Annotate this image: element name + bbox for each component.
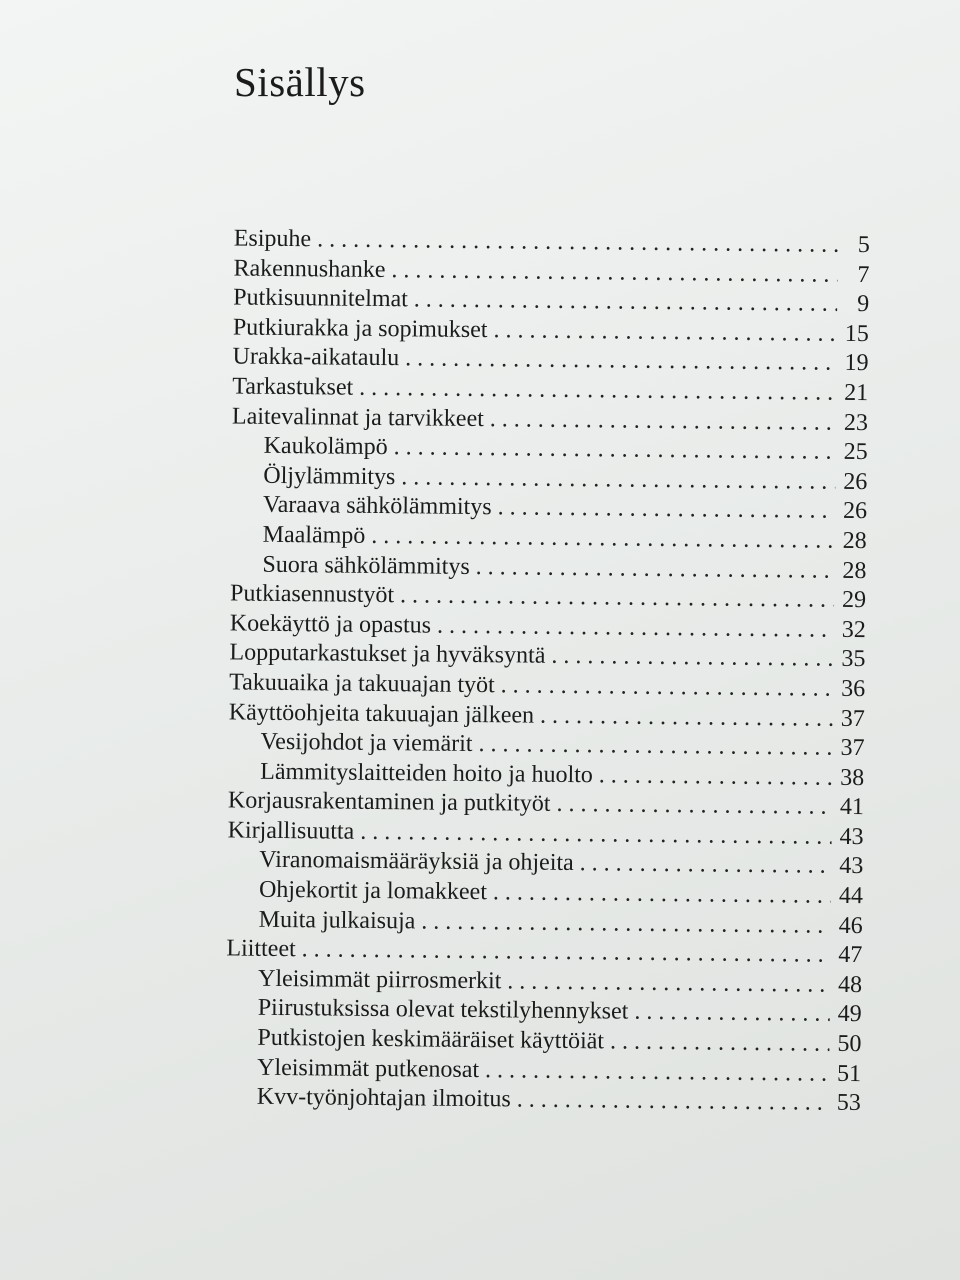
dot-leader: [497, 494, 835, 527]
toc-entry-label: Laitevalinnat ja tarvikkeet: [231, 403, 484, 432]
dot-leader: [476, 553, 835, 586]
dot-leader: [580, 850, 832, 882]
dot-leader: [371, 522, 835, 556]
dot-leader: [599, 761, 833, 793]
dot-leader: [478, 730, 832, 763]
toc-entry-label: Käyttöohjeita takuuajan jälkeen: [228, 698, 535, 729]
dot-leader: [551, 642, 833, 675]
dot-leader: [400, 581, 834, 615]
toc-entry-label: Korjausrakentaminen ja putkityöt: [227, 787, 551, 818]
page-title: Sisällys: [234, 59, 366, 105]
toc-entry-page-number: 47: [838, 942, 863, 969]
toc-entry-page-number: 36: [841, 675, 866, 702]
dot-leader: [493, 316, 837, 349]
dot-leader: [493, 878, 831, 911]
toc-entry-page-number: 48: [837, 971, 863, 998]
toc-entry-page-number: 23: [843, 409, 869, 436]
toc-entry-page-number: 50: [837, 1030, 862, 1058]
toc-entry-page-number: 46: [838, 912, 863, 939]
toc-entry-label: Putkiurakka ja sopimukset: [232, 314, 488, 343]
toc-entry-page-number: 32: [841, 616, 866, 643]
dot-leader: [634, 998, 830, 1030]
toc-entry-label: Yleisimmät piirrosmerkit: [257, 965, 502, 995]
toc-entry-label: Putkistojen keskimääräiset käyttöiät: [257, 1024, 605, 1055]
toc-entry-label: Lopputarkastukset ja hyväksyntä: [229, 639, 546, 670]
toc-entry-label: Putkisuunnitelmat: [233, 284, 409, 313]
toc-entry-page-number: 44: [838, 882, 864, 910]
toc-entry-label: Öljylämmitys: [263, 462, 396, 490]
dot-leader: [507, 967, 830, 1000]
dot-leader: [540, 701, 833, 734]
toc-entry-label: Putkiasennustyöt: [229, 580, 395, 609]
toc-entry-page-number: 41: [839, 794, 865, 821]
toc-entry-page-number: 7: [857, 261, 870, 288]
toc-entry-page-number: 43: [839, 853, 864, 880]
toc-entry-page-number: 43: [839, 823, 864, 850]
dot-leader: [391, 256, 837, 290]
toc-entry-label: Takuuaika ja takuuajan työt: [229, 669, 495, 699]
toc-entry-page-number: 5: [857, 231, 870, 259]
toc-entry-label: Kirjallisuutta: [227, 817, 355, 845]
table-of-contents: [0, 222, 960, 1120]
toc-entry-label: Urakka-aikataulu: [232, 343, 400, 372]
dot-leader: [517, 1086, 829, 1119]
toc-entry-page-number: 35: [841, 646, 866, 673]
toc-entry-page-number: 19: [844, 350, 869, 377]
toc-entry-label: Viranomaismääräyksiä ja ohjeita: [259, 847, 574, 877]
toc-entry-label: Muita julkaisuja: [258, 906, 416, 935]
toc-entry-label: Maalämpö: [262, 521, 366, 549]
dot-leader: [485, 1056, 829, 1089]
dot-leader: [501, 671, 834, 704]
toc-entry-page-number: 21: [844, 379, 869, 407]
dot-leader: [393, 433, 835, 467]
toc-entry-label: Esipuhe: [233, 225, 312, 253]
toc-entry-page-number: 26: [842, 498, 868, 525]
toc-entry-label: Ohjekortit ja lomakkeet: [258, 876, 488, 906]
toc-entry-page-number: 28: [842, 527, 867, 555]
toc-entry-page-number: 28: [842, 557, 867, 584]
toc-entry-label: Rakennushanke: [233, 255, 386, 283]
toc-entry-page-number: 15: [844, 320, 870, 347]
toc-entry-page-number: 29: [841, 586, 867, 614]
toc-entry-label: Kaukolämpö: [263, 432, 388, 461]
dot-leader: [414, 286, 838, 320]
toc-entry-page-number: 53: [836, 1090, 861, 1117]
toc-entry-label: Yleisimmät putkenosat: [257, 1054, 480, 1083]
dot-leader: [556, 790, 832, 822]
toc-entry-label: Liitteet: [226, 935, 296, 963]
toc-entry-label: Suora sähkölämmitys: [262, 551, 470, 580]
toc-entry-label: Koekäyttö ja opastus: [229, 610, 432, 639]
toc-entry-page-number: 37: [840, 734, 865, 762]
dot-leader: [401, 463, 835, 497]
toc-entry-label: Vesijohdot ja viemärit: [260, 728, 473, 758]
dot-leader: [490, 405, 836, 438]
toc-entry-page-number: 49: [837, 1001, 862, 1028]
toc-entry-page-number: 51: [836, 1060, 862, 1087]
toc-entry-page-number: 37: [840, 705, 865, 732]
dot-leader: [610, 1027, 830, 1059]
toc-entry-label: Kvv-työnjohtajan ilmoitus: [256, 1083, 511, 1113]
toc-entry-label: Varaava sähkölämmitys: [262, 492, 492, 521]
toc-entry-page-number: 26: [843, 468, 868, 495]
toc-entry-label: Lämmityslaitteiden hoito ja huolto: [260, 758, 594, 788]
toc-entry-page-number: 38: [840, 764, 865, 791]
toc-entry-label: Piirustuksissa olevat tekstilyhennykset: [257, 995, 629, 1026]
toc-entry-label: Tarkastukset: [232, 373, 354, 401]
toc-entry-page-number: 9: [857, 291, 870, 318]
toc-entry-page-number: 25: [843, 439, 868, 466]
dot-leader: [421, 907, 831, 941]
dot-leader: [405, 345, 837, 379]
dot-leader: [437, 611, 834, 645]
